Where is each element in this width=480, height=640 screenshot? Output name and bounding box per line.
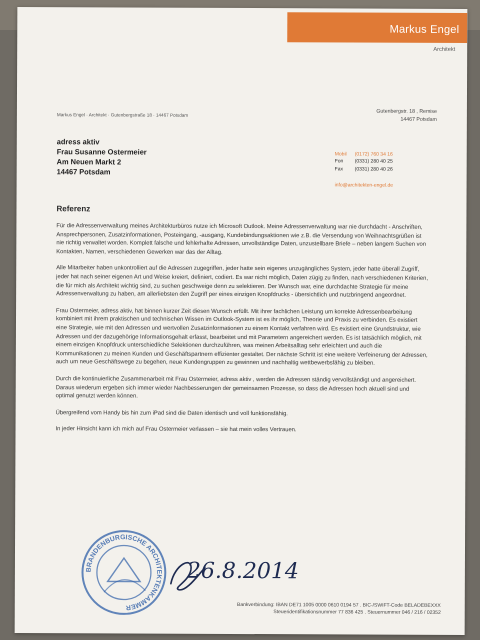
signature-date: 26.8.2014 xyxy=(186,558,299,585)
handwritten-signature xyxy=(165,544,305,597)
bank-footer xyxy=(237,602,441,618)
body-paragraph: Für die Adressenverwaltung meines Architekturbüros nutze ich Microsoft Outlook. Meine Adressenverwaltung war nie durchdacht - Anschriften, Ansprechpersonen, Zusatzinformationen, Posteingang, -ausgang, Kundebindungsaktionen wie z.B. die Versendung von Weihnachtsgrüßen ist nie richtig verwaltet worden. Komplett falsche und fehlerhafte Adressen, unvollständige Daten, unzustellbare Briefe – neben langem Suchen von Kontakten, Namen, verschiedenen Gewerken war das der Alltag. xyxy=(56,223,426,256)
recipient-line: Frau Susanne Ostermeier xyxy=(56,147,147,157)
sender-city: 14467 Potsdam xyxy=(400,116,437,123)
fon-label: Fon xyxy=(334,158,344,165)
letterhead-brand: Markus Engel xyxy=(389,23,460,36)
body-paragraph: Frau Ostermeier, adress aktiv, hat binnen kurzer Zeit diesen Wunsch erfüllt. Mit ihrer fachlichen Leistung um korrekte Adressenbearbeitung kombiniert mit ihrem praktischen und technischen Wissen im Outlook-System ist es ihr möglich, Theorie und Praxis zu verbinden. Es existiert eine Strategie, wie mit den Adressen und wertvollen Zusatzinformationen zu einem Kontakt verfahren wird. Es existiert eine Grundstruktur, wie Adressen und der dazugehörige Informationsgehalt erfasst, bearbeitet und mit Parametern angereichert werden. Es ist tatsächlich möglich, mit einem einzigen Knopfdruck unterschiedliche Selektionen durchzuführen, was meinen Arbeitsalltag sehr erleichtert und auch die Kommunikationen zu meinen Kunden und Geschäftspartnern effizienter gestaltet. Der nächste Schritt ist eine weitere Verfeinerung der Adressen, auch um neue Geschäftswege zu begehen, neue Kundengruppen zu gewinnen und nachhaltig wettbewerbsfähig zu bleiben. xyxy=(55,307,428,367)
contact-block xyxy=(335,151,393,173)
letterhead-band xyxy=(287,12,467,43)
letter-heading: Referenz xyxy=(56,204,91,214)
body-paragraph: In jeder Hinsicht kann ich mich auf Frau Ostermeier verlassen – sie hat mein volles Vertrauen. xyxy=(55,426,297,434)
letter-page xyxy=(15,7,468,635)
fon-value: (0331) 280 40 25 xyxy=(354,158,393,166)
sender-street: Gutenbergstr. 18 , Remise xyxy=(376,108,437,115)
body-paragraph: Übergreifend vom Handy bis hin zum iPad sind die Daten identisch und voll funktionsfähig. xyxy=(55,409,288,417)
recipient-address xyxy=(57,137,147,177)
email-address: info@architekten-engel.de xyxy=(334,182,394,189)
mobil-value: (0172) 760 34 16 xyxy=(354,151,393,158)
fax-label: Fax xyxy=(334,166,344,173)
official-stamp xyxy=(79,527,169,617)
stamp-text: BRANDENBURGISCHE ARCHITEKTENKAMMER xyxy=(85,534,163,611)
recipient-line: Am Neuen Markt 2 xyxy=(56,157,122,167)
bank-line: Bankverbindung: IBAN DE71 1005 0000 0610 0194 57 . BIC-/SWIFT-Code BELADEBEXXX xyxy=(237,601,441,609)
recipient-line: 14467 Potsdam xyxy=(56,167,111,177)
sender-return-line: Markus Engel · Architekt · Gutenbergstraße 18 · 14467 Potsdam xyxy=(56,112,189,118)
body-paragraph: Durch die kontinuierliche Zusammenarbeit mit Frau Ostermeier, adress aktiv , werden die Adressen ständig vervollständigt und angereichert. Daraus wiederum ergeben sich immer wieder Nachbesserungen der gemeinsamen Prozesse, so dass die Adressen hoch aktuell sind und optimal genutzt werden können. xyxy=(55,376,416,400)
letterhead-role: Architekt xyxy=(433,46,456,53)
letter-body xyxy=(55,222,428,443)
body-paragraph: Alle Mitarbeiter haben unkontrolliert auf die Adressen zugegriffen, jeder hatte sein eigenes unzugängliches System, jeder hatte überall Zugriff, jeder hat nach seiner eigenen Art und Weise kreiert, definiert, codiert. Es war nicht möglich, Daten zügig zu finden, nach verschiedenen Kriterien, die für mich als Architekt wichtig sind, zu suchen geschweige denn zu selektieren. Der Wunsch war, eine durchdachte Strategie für meine Adressenverwaltung zu haben, am allerliebsten den Zugriff per eines einzigen Knopfdrucks - übersichtlich und nutzbringend angeordnet. xyxy=(56,265,428,299)
tax-line: Steueridentifikationsnummer 77 836 425 . Steuernummer 046 / 216 / 02352 xyxy=(273,609,441,617)
mobil-label: Mobil xyxy=(334,151,347,158)
recipient-line: adress aktiv xyxy=(56,137,100,147)
fax-value: (0331) 280 40 26 xyxy=(354,166,393,173)
